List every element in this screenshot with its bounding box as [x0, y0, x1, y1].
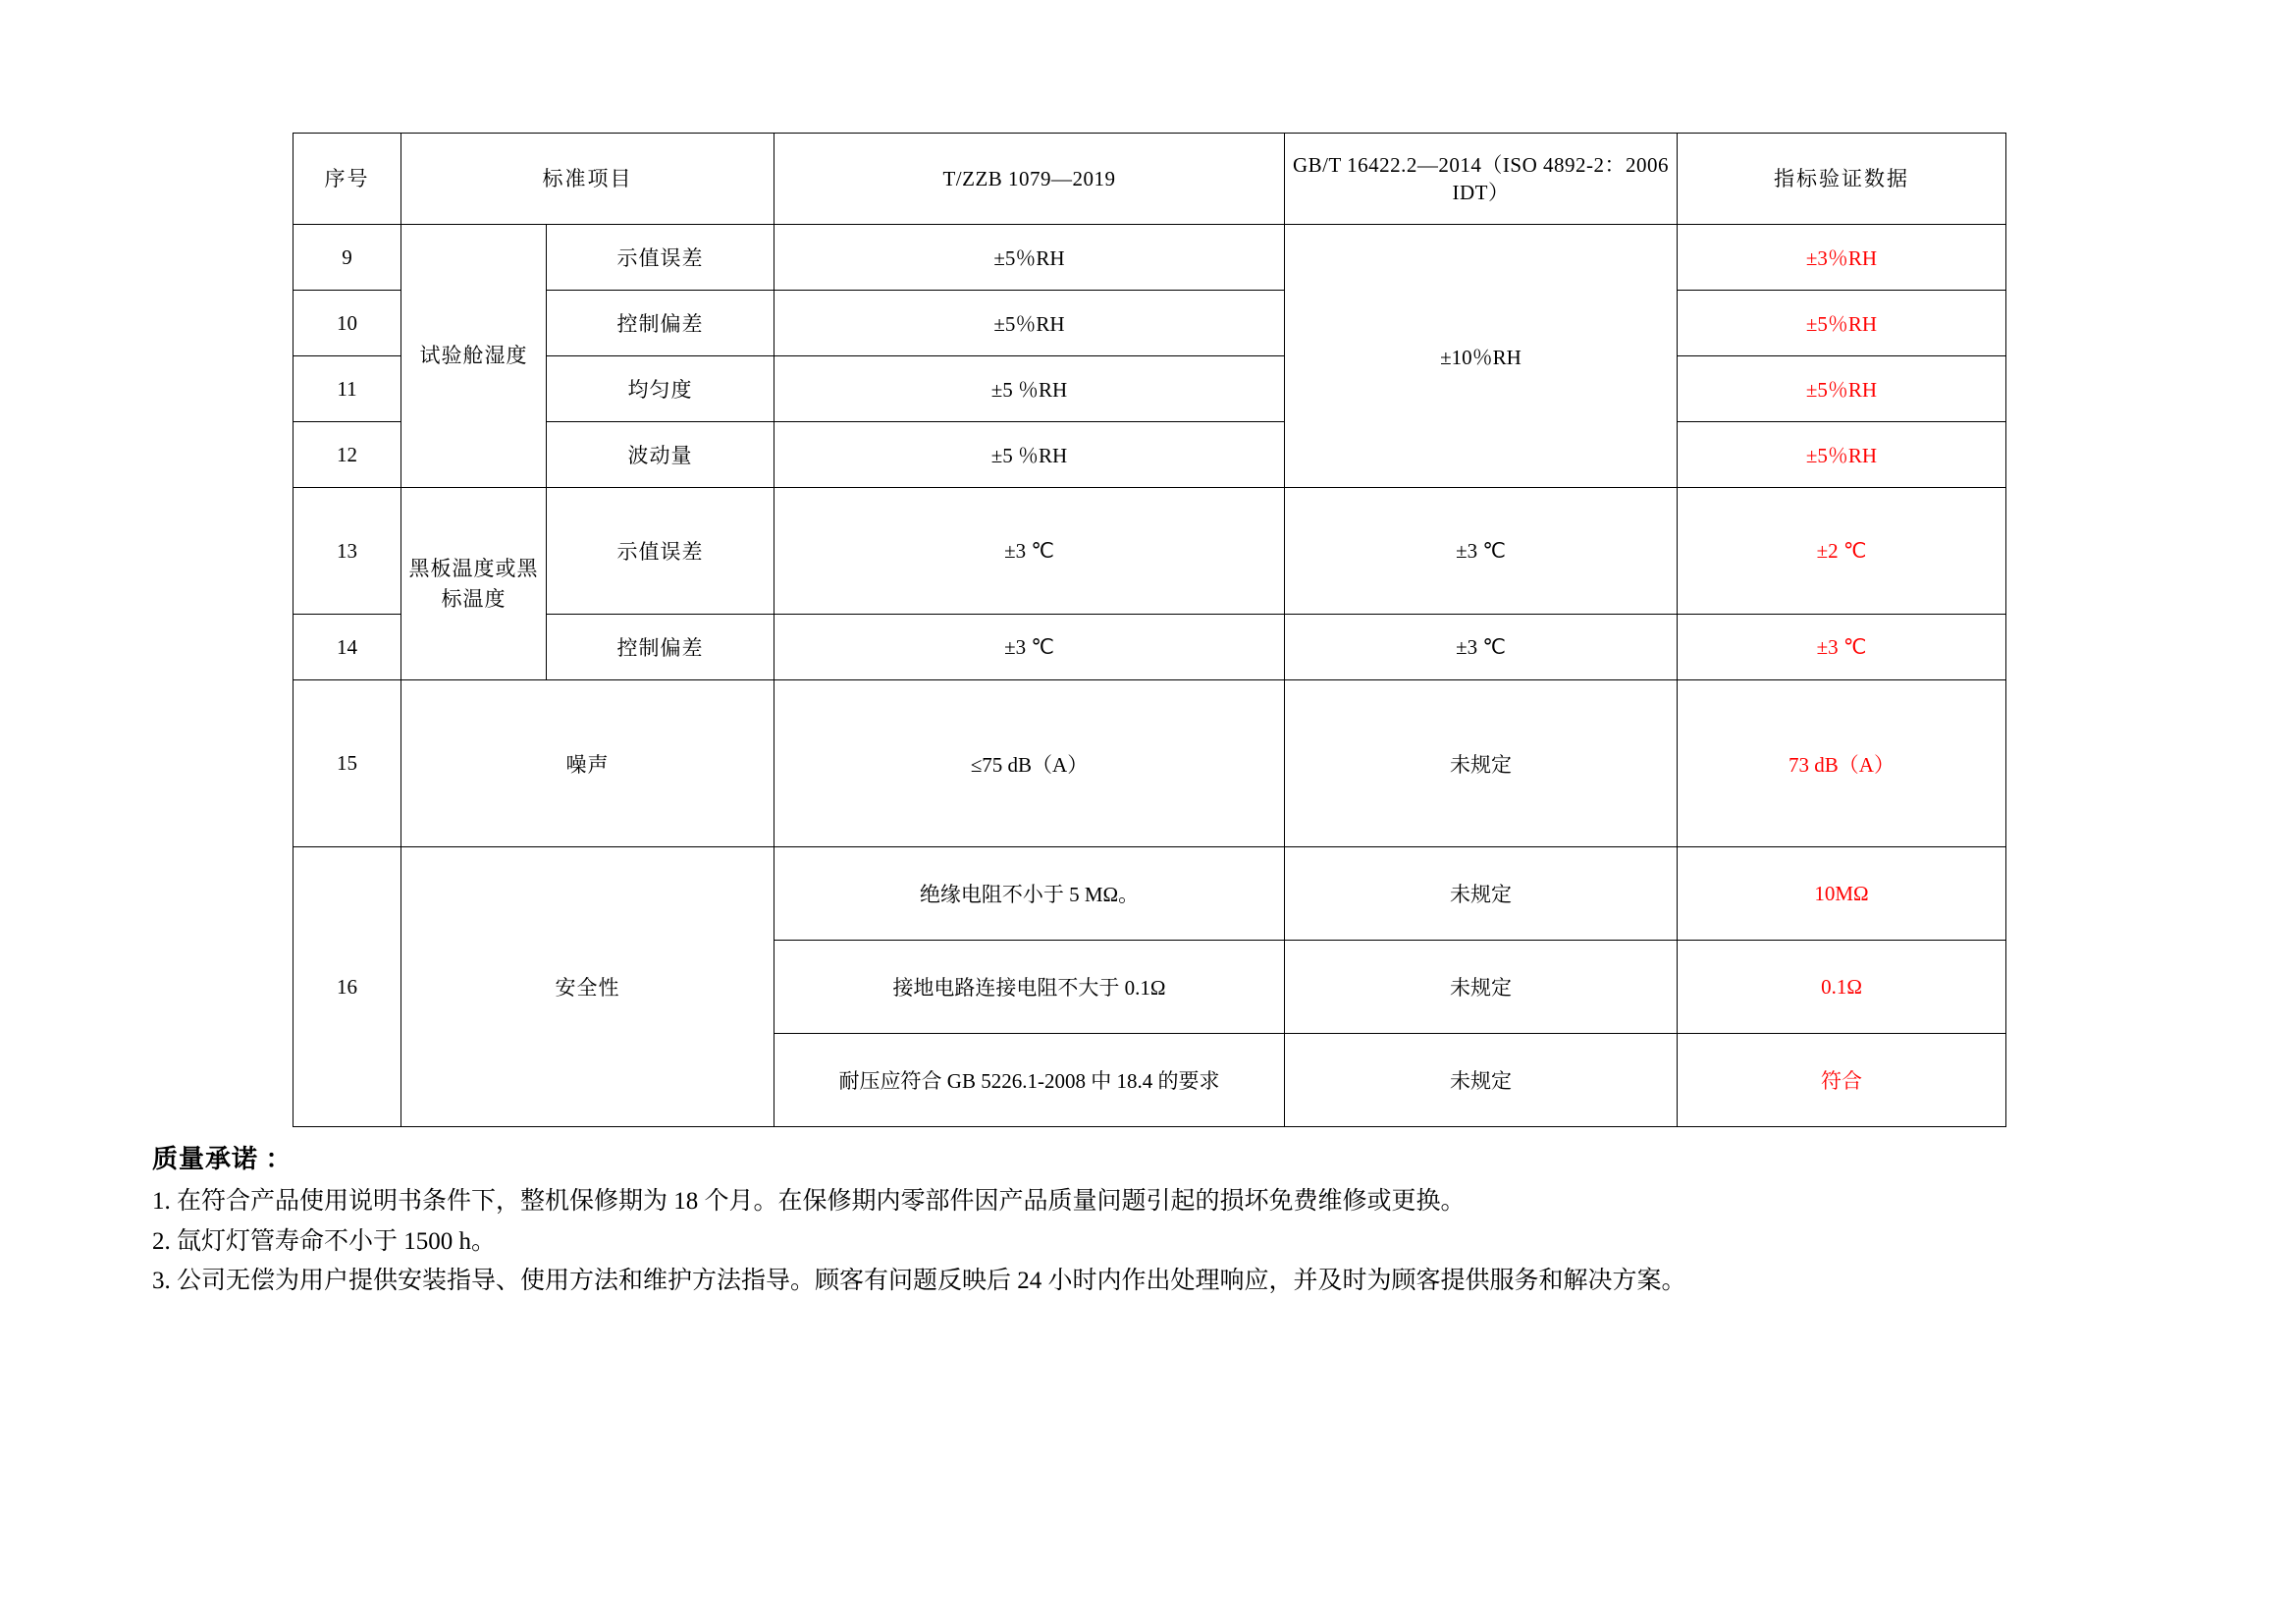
- row-tzzb: ±5％RH: [774, 291, 1285, 356]
- row-gbt: 未规定: [1285, 680, 1678, 847]
- row-verify: ±5％RH: [1678, 422, 2006, 488]
- quality-commitment-item-2: 2. 氙灯灯管寿命不小于 1500 h。: [152, 1227, 497, 1255]
- row-verify: ±5％RH: [1678, 291, 2006, 356]
- quality-commitment-title: 质量承诺 ：: [152, 1145, 293, 1173]
- row-verify: ±2 ℃: [1678, 488, 2006, 615]
- row-item: 噪声: [401, 680, 774, 847]
- row-no: 15: [294, 680, 401, 847]
- row-tzzb: ≤75 dB（A）: [774, 680, 1285, 847]
- header-no: 序号: [294, 134, 401, 225]
- specification-table: [293, 133, 2006, 1127]
- row-tzzb: ±3 ℃: [774, 488, 1285, 615]
- group-blackpanel: 黑板温度或黑标温度: [401, 488, 547, 680]
- row-item: 控制偏差: [547, 291, 774, 356]
- row-no: 11: [294, 356, 401, 422]
- table-row: [294, 488, 2006, 615]
- row-item: 安全性: [401, 847, 774, 1127]
- row-no: 9: [294, 225, 401, 291]
- table-row: [294, 225, 2006, 291]
- table-row: [294, 291, 2006, 356]
- row-gbt: 未规定: [1285, 1034, 1678, 1127]
- row-no: 16: [294, 847, 401, 1127]
- row-gbt: 未规定: [1285, 941, 1678, 1034]
- table-row: [294, 847, 2006, 941]
- table-row: [294, 615, 2006, 680]
- row-tzzb: 绝缘电阻不小于 5 MΩ。: [774, 847, 1285, 941]
- group-humidity: 试验舱湿度: [401, 225, 547, 488]
- header-standard-item: 标准项目: [401, 134, 774, 225]
- row-verify: ±3 ℃: [1678, 615, 2006, 680]
- row-item: 均匀度: [547, 356, 774, 422]
- row-item: 示值误差: [547, 225, 774, 291]
- row-tzzb: ±5％RH: [774, 225, 1285, 291]
- header-gbt: GB/T 16422.2—2014（ISO 4892-2：2006 IDT）: [1285, 134, 1678, 225]
- table-row: [294, 422, 2006, 488]
- quality-commitment-item-1: 1. 在符合产品使用说明书条件下，整机保修期为 18 个月。在保修期内零部件因产品质量问题引起的损坏免费维修或更换。: [152, 1188, 1466, 1216]
- spec-table-container: [293, 133, 2005, 1127]
- table-row: [294, 680, 2006, 847]
- row-verify: ±3％RH: [1678, 225, 2006, 291]
- row-no: 10: [294, 291, 401, 356]
- row-gbt: ±3 ℃: [1285, 615, 1678, 680]
- row-gbt: 未规定: [1285, 847, 1678, 941]
- row-verify: ±5％RH: [1678, 356, 2006, 422]
- row-verify: 10MΩ: [1678, 847, 2006, 941]
- quality-commitment-item-3: 3. 公司无偿为用户提供安装指导、使用方法和维护方法指导。顾客有问题反映后 24 小时内作出处理响应，并及时为顾客提供服务和解决方案。: [152, 1268, 1686, 1295]
- row-verify: 符合: [1678, 1034, 2006, 1127]
- row-gbt: ±3 ℃: [1285, 488, 1678, 615]
- row-verify: 73 dB（A）: [1678, 680, 2006, 847]
- table-row: [294, 356, 2006, 422]
- row-item: 示值误差: [547, 488, 774, 615]
- row-tzzb: 耐压应符合 GB 5226.1-2008 中 18.4 的要求: [774, 1034, 1285, 1127]
- table-header-row: [294, 134, 2006, 225]
- row-tzzb: ±5 ％RH: [774, 356, 1285, 422]
- row-tzzb: ±3 ℃: [774, 615, 1285, 680]
- row-tzzb: ±5 ％RH: [774, 422, 1285, 488]
- row-no: 14: [294, 615, 401, 680]
- header-verification: 指标验证数据: [1678, 134, 2006, 225]
- quality-commitment-section: [152, 1139, 2184, 1302]
- row-item: 波动量: [547, 422, 774, 488]
- row-verify: 0.1Ω: [1678, 941, 2006, 1034]
- row-no: 13: [294, 488, 401, 615]
- gbt-humidity-merged: ±10％RH: [1285, 225, 1678, 488]
- header-tzzb: T/ZZB 1079—2019: [774, 134, 1285, 225]
- row-tzzb: 接地电路连接电阻不大于 0.1Ω: [774, 941, 1285, 1034]
- row-no: 12: [294, 422, 401, 488]
- row-item: 控制偏差: [547, 615, 774, 680]
